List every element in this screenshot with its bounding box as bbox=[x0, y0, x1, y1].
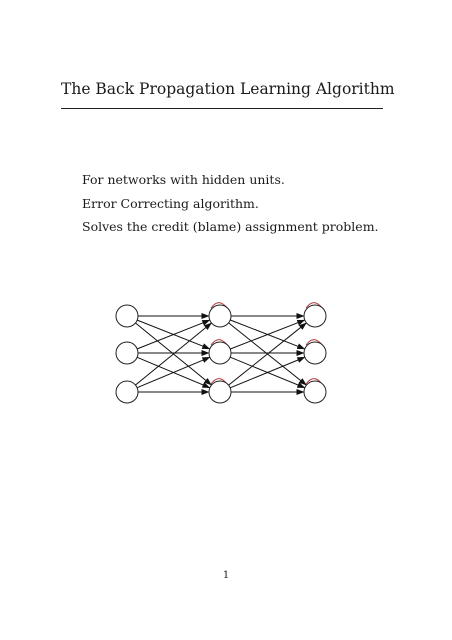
bullet-item: For networks with hidden units. bbox=[82, 172, 285, 187]
input-node bbox=[116, 305, 138, 327]
hidden-node bbox=[209, 305, 231, 327]
input-node bbox=[116, 381, 138, 403]
page-number: 1 bbox=[222, 570, 230, 581]
slide-title: The Back Propagation Learning Algorithm bbox=[61, 80, 395, 98]
bullet-item: Solves the credit (blame) assignment problem. bbox=[82, 219, 379, 234]
network-nodes bbox=[116, 305, 326, 403]
output-node bbox=[304, 342, 326, 364]
input-node bbox=[116, 342, 138, 364]
output-node bbox=[304, 381, 326, 403]
hidden-node bbox=[209, 381, 231, 403]
bullet-item: Error Correcting algorithm. bbox=[82, 195, 259, 211]
output-node bbox=[304, 305, 326, 327]
hidden-node bbox=[209, 342, 231, 364]
